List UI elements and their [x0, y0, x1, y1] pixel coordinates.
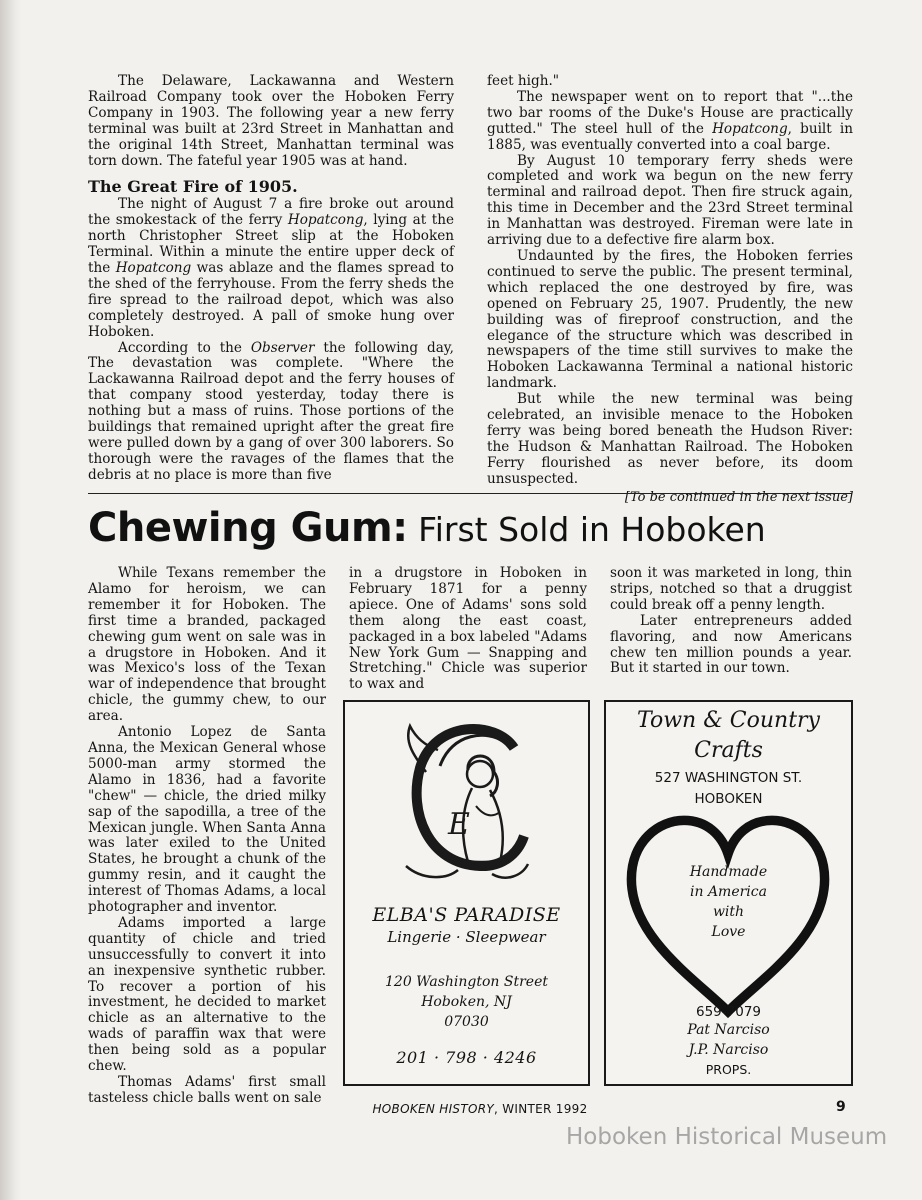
ad-town-city: HOBOKEN: [694, 791, 763, 807]
page-number: 9: [836, 1099, 846, 1115]
gum-paragraph: soon it was marketed in long, thin strips, notched so that a druggist could break off a penny length.: [610, 565, 852, 613]
gum-paragraph: Adams imported a large quantity of chicle and tried unsuccessfully to convert it into an inexpensive synthetic rubber. To recover a portion of his investment, he decided to market chicle as an alternative to the wads of paraffin wax that were then being sold as a popular chew.: [88, 914, 326, 1075]
ad-town-address: 527 WASHINGTON ST.: [654, 770, 803, 786]
ferry-paragraph: The newspaper went on to report that "...the two bar rooms of the Duke's House are practically gutted." The steel hull of the Hopatcong, built in 1885, was eventually converted into a coal barge.: [487, 88, 853, 153]
ad-elba-zip: 07030: [444, 1014, 489, 1030]
ferry-continuation: feet high.": [487, 73, 560, 89]
ad-town-owner-2: J.P. Narciso: [688, 1042, 769, 1058]
ad-town-props: PROPS.: [705, 1062, 752, 1077]
ad-town-title-1: Town & Country: [637, 708, 820, 733]
ad-town-owner-1: Pat Narciso: [687, 1022, 770, 1038]
fire-paragraph-1: The night of August 7 a fire broke out around the smokestack of the ferry Hopatcong, lying at the north Christopher Street slip at the Hoboken Terminal. Within a minute the entire upper deck of the Hopatcong was ablaze and the flames spread to the shed of the ferryhouse. From the ferry sheds the fire spread to the railroad depot, which was also completely destroyed. A pall of smoke hung over Hoboken.: [88, 196, 454, 340]
ad-town-country-crafts: [604, 700, 853, 1086]
museum-watermark: Hoboken Historical Museum: [566, 1124, 888, 1150]
gum-headline: [88, 505, 766, 551]
ferry-paragraph: The Delaware, Lackawanna and Western Railroad Company took over the Hoboken Ferry Company in 1903. The following year a new ferry terminal was built at 23rd Street in Manhattan and the original 14th Street, Manhattan terminal was torn down. The fateful year 1905 was at hand.: [88, 73, 454, 169]
gum-column-2: [349, 566, 587, 693]
gum-column-3: [610, 566, 852, 677]
ferry-article-right-column: [487, 74, 853, 505]
ad-town-phone: 659-7079: [696, 1004, 761, 1020]
heart-line: Handmade: [689, 864, 768, 880]
publication-name: HOBOKEN HISTORY: [372, 1102, 494, 1116]
art-nouveau-monogram-icon: [396, 716, 536, 886]
gum-paragraph: While Texans remember the Alamo for heroism, we can remember it for Hoboken. The first time a branded, packaged chewing gum went on sale was in a drugstore in Hoboken. And it was Mexico's loss of the Texan war of independence that brought chicle, the gummy chew, to our area.: [88, 565, 326, 725]
ferry-article-left-column: [88, 74, 454, 484]
ad-town-heart-text: [606, 862, 851, 942]
ad-town-title-2: Crafts: [694, 738, 763, 763]
heart-line: Love: [711, 924, 746, 940]
page-footer: [300, 1102, 660, 1116]
heart-line: in America: [690, 884, 767, 900]
ferry-paragraph: Undaunted by the fires, the Hoboken ferries continued to serve the public. The present terminal, which replaced the one destroyed by fire, was opened on February 25, 1907. Prudently, the new building was of fireproof construction, and the elegance of the structure which was described in newspapers of the time still survives to make the Hoboken Lackawanna Terminal a national historic landmark.: [487, 247, 853, 392]
svg-text:E: E: [448, 807, 470, 842]
gum-paragraph: Later entrepreneurs added flavoring, and now Americans chew ten million pounds a year. But it started in our town.: [610, 612, 852, 677]
issue-label: , WINTER 1992: [494, 1102, 588, 1116]
headline-bold: Chewing Gum:: [88, 505, 408, 551]
ad-elba-phone: 201 · 798 · 4246: [396, 1048, 537, 1067]
subheading-great-fire: The Great Fire of 1905.: [88, 177, 298, 197]
headline-light: First Sold in Hoboken: [407, 510, 766, 549]
ferry-paragraph: But while the new terminal was being celebrated, an invisible menace to the Hoboken ferry was being bored beneath the Hudson River: the Hudson & Manhattan Railroad. The Hoboken Ferry flourished as never before, its doom unsuspected.: [487, 391, 853, 487]
gum-paragraph: in a drugstore in Hoboken in February 1871 for a penny apiece. One of Adams' sons sold them along the east coast, packaged in a box labeled "Adams New York Gum — Snapping and Stretching." Chicle was superior to wax and: [349, 565, 587, 693]
ad-elba-city: Hoboken, NJ: [421, 994, 512, 1010]
ad-elba-address: 120 Washington Street: [385, 974, 548, 990]
section-divider: [88, 493, 852, 494]
ad-elbas-paradise: [343, 700, 590, 1086]
gum-paragraph: Antonio Lopez de Santa Anna, the Mexican General whose 5000-man army stormed the Alamo in 1836, had a favorite "chew" — chicle, the dried milky sap of the sapodilla, a tree of the Mexican jungle. When Santa Anna was later exiled to the United States, he brought a chunk of the gummy resin, and it caught the interest of Thomas Adams, a local photographer and inventor.: [88, 724, 326, 916]
gum-column-1: [88, 566, 326, 1107]
heart-line: with: [712, 904, 745, 920]
ferry-paragraph: By August 10 temporary ferry sheds were completed and work wa begun on the new ferry terminal and railroad depot. Then fire struck again, this time in December and the 23rd Street terminal in Manhattan was destroyed. Fireman were late in arriving due to a defective fire alarm box.: [487, 152, 853, 249]
ad-elba-tagline: Lingerie · Sleepwear: [387, 928, 546, 946]
continued-note: [To be continued in the next issue]: [624, 489, 853, 505]
ad-elba-name: ELBA'S PARADISE: [372, 904, 561, 926]
page-binding-edge: [0, 0, 22, 1200]
fire-paragraph-2: According to the Observer the following day, The devastation was complete. "Where the Lackawanna Railroad depot and the ferry houses of that company stood yesterday, today there is nothing but a mass of ruins. Those portions of the buildings that remained upright after the great fire were pulled down by a gang of over 300 laborers. So thorough were the ravages of the flames that the debris at no place is more than five: [88, 339, 454, 483]
gum-paragraph: Thomas Adams' first small tasteless chicle balls went on sale: [88, 1074, 326, 1106]
